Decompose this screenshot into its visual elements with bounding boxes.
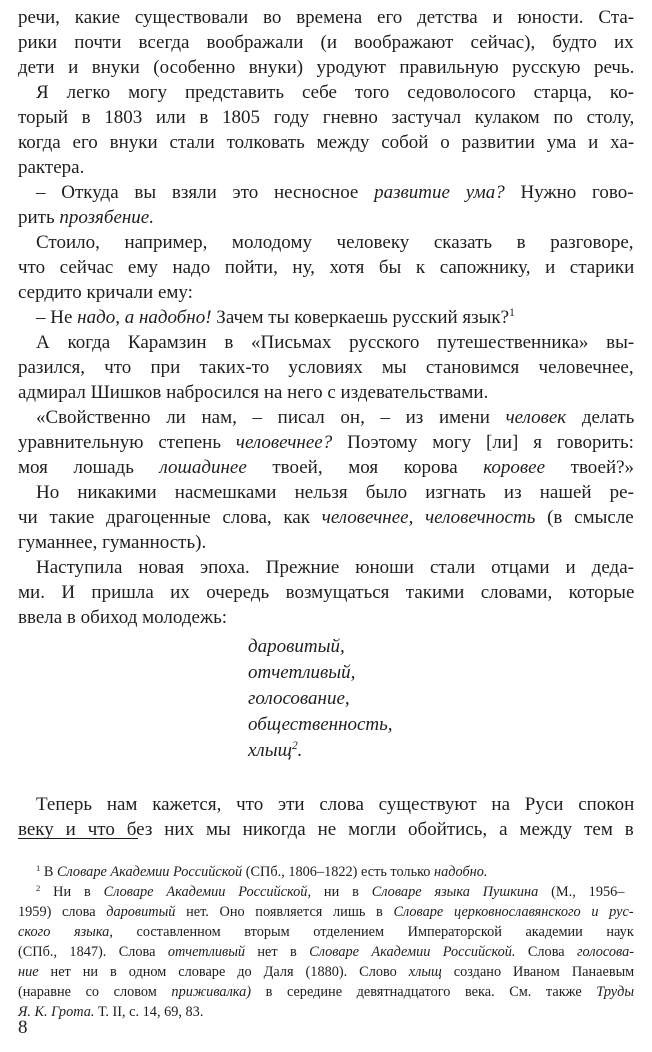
body-line <box>18 206 154 230</box>
italic-term: Словаре Академии Российской <box>56 864 243 880</box>
word-list-item <box>248 712 393 738</box>
italic-term: надо, а надобно! <box>77 307 212 328</box>
text-run: что сейчас ему надо пойти, ну, хотя бы к сапожнику, и старики <box>18 257 635 278</box>
body-line <box>36 406 634 430</box>
text-run: – Откуда вы взяли это несносное <box>36 182 375 203</box>
italic-term: Труды <box>596 984 635 1000</box>
text-run: Нужно гово- <box>504 182 634 203</box>
body-line <box>18 381 488 405</box>
word-list-item <box>248 634 393 660</box>
footnote-line <box>18 982 634 1002</box>
text-run: уравнительную степень <box>18 432 236 453</box>
text-run: Слова <box>515 944 577 960</box>
italic-term: надобно. <box>434 864 488 880</box>
text-run: ни в <box>311 884 372 900</box>
body-line <box>36 81 634 105</box>
text-run: дети и внуки (особенно внуки) уродуют правильную русскую речь. <box>18 57 635 78</box>
body-line <box>18 6 634 30</box>
text-run: составленном вторым отделением Императорской академии наук <box>112 924 634 940</box>
text-run: нет ни в одном словаре до Даля (1880). Слово <box>38 964 409 980</box>
text-run: нет в <box>245 944 310 960</box>
italic-term: коровее <box>483 457 546 478</box>
text-run: ввела в обиход молодежь: <box>18 607 228 628</box>
italic-term: развитие ума? <box>374 182 505 203</box>
body-line <box>36 556 634 580</box>
body-line <box>36 793 634 817</box>
italic-term: Словаре Академии Российской, <box>103 884 312 900</box>
text-run: А когда Карамзин в «Письмах русского путешественника» вы- <box>36 332 635 353</box>
text-run: «Свойственно ли нам, – писал он, – из имени <box>36 407 506 428</box>
text-run: – Не <box>36 307 78 328</box>
body-line <box>18 581 634 605</box>
footnote-line <box>36 882 624 902</box>
text-run: речи, какие существовали во времена его детства и юности. Ста- <box>18 7 635 28</box>
body-line <box>18 281 193 305</box>
footnote-line <box>18 1002 203 1022</box>
body-line <box>18 531 206 555</box>
word-list <box>248 634 393 764</box>
body-line <box>36 481 634 505</box>
text-run: Ни в <box>40 884 104 900</box>
word: хлыщ <box>248 740 292 761</box>
body-line <box>18 156 84 180</box>
footnote-line <box>18 902 634 922</box>
italic-term: Словаре церковнославянского и рус- <box>393 904 634 920</box>
word: отчетливый, <box>248 662 356 683</box>
body-line <box>18 456 634 480</box>
body-line <box>18 31 634 55</box>
body-line <box>18 431 634 455</box>
text-run: рики почти всегда воображали (и воображают сейчас), будто их <box>18 32 634 53</box>
footnote-line <box>36 862 487 882</box>
text-run: Я легко могу представить себе того седоволосого старца, ко- <box>36 82 634 103</box>
italic-term: Словаре языка Пушкина <box>371 884 539 900</box>
text-run: делать <box>566 407 635 428</box>
word: голосование, <box>248 688 350 709</box>
body-line <box>18 106 634 130</box>
text-run: сердито кричали ему: <box>18 282 193 303</box>
text-run: твоей?» <box>545 457 635 478</box>
text-run: в середине девятнадцатого века. См. также <box>251 984 597 1000</box>
text-run: Зачем ты коверкаешь русский язык? <box>211 307 510 328</box>
italic-term: отчетливый <box>167 944 246 960</box>
text-run: (СПб., 1847). Слова <box>18 944 168 960</box>
text-run: рактера. <box>18 157 85 178</box>
footnote-line <box>18 922 634 942</box>
text-run: когда его внуки стали толковать между собой о развитии ума и ха- <box>18 132 635 153</box>
text-run: В <box>40 864 57 880</box>
text-run: Стоило, например, молодому человеку сказать в разговоре, <box>36 232 634 253</box>
text-run: (СПб., 1806–1822) есть только <box>242 864 435 880</box>
text-run: Теперь нам кажется, что эти слова существуют на Руси спокон <box>36 794 635 815</box>
italic-term: человечнее? <box>235 432 333 453</box>
text-run: 1959) слова <box>18 904 107 920</box>
text-run: моя лошадь <box>18 457 160 478</box>
body-line <box>36 331 634 355</box>
text-run: Поэтому могу [ли] я говорить: <box>332 432 634 453</box>
footnote-separator <box>18 838 138 839</box>
text-run: разился, что при таких-то условиях мы становимся человечнее, <box>18 357 634 378</box>
italic-term: человек <box>505 407 567 428</box>
text-run: нет. Оно появляется лишь в <box>175 904 394 920</box>
body-line <box>18 606 227 630</box>
text-run: веку и что без них мы никогда не могли обойтись, а между тем в <box>18 819 634 840</box>
text-run: (в смысле <box>535 507 634 528</box>
text-run: Но никакими насмешками нельзя было изгнать из нашей ре- <box>36 482 634 503</box>
italic-term: Я. К. Грота. <box>18 1004 95 1020</box>
punctuation: . <box>297 740 303 761</box>
word-list-item <box>248 738 393 764</box>
body-line <box>18 56 634 80</box>
text-run: гуманнее, гуманность). <box>18 532 207 553</box>
italic-term: приживалка) <box>171 984 252 1000</box>
word-list-item <box>248 686 393 712</box>
italic-term: ние <box>18 964 39 980</box>
word: даровитый, <box>248 636 345 657</box>
footnote-marker: 1 <box>36 862 41 873</box>
italic-term: Словаре Академии Российской. <box>309 944 516 960</box>
italic-term: хлыщ <box>408 964 442 980</box>
italic-term: лошадинее <box>159 457 247 478</box>
body-line <box>36 231 634 255</box>
body-line <box>18 356 634 380</box>
body-line <box>36 181 634 205</box>
text-run: создано Иваном Панаевым <box>441 964 635 980</box>
text-run: рить <box>18 207 60 228</box>
footnote-marker: 2 <box>291 740 298 753</box>
footnote-line <box>18 962 634 982</box>
text-run: Т. II, с. 14, 69, 83. <box>94 1004 204 1020</box>
word: общественность, <box>248 714 393 735</box>
text-run: чи такие драгоценные слова, как <box>18 507 322 528</box>
text-run: твоей, моя корова <box>246 457 484 478</box>
italic-term: ского языка, <box>18 924 113 940</box>
body-line <box>18 256 634 280</box>
text-run: Наступила новая эпоха. Прежние юноши стали отцами и деда- <box>36 557 634 578</box>
text-run: (наравне со словом <box>18 984 172 1000</box>
text-run: адмирал Шишков набросился на него с издевательствами. <box>18 382 489 403</box>
text-run: ми. И пришла их очередь возмущаться такими словами, которые <box>18 582 635 603</box>
italic-term: человечнее, человечность <box>321 507 536 528</box>
text-run: (М., 1956– <box>538 884 625 900</box>
body-line <box>18 131 634 155</box>
text-run: торый в 1803 или в 1805 году гневно застучал кулаком по столу, <box>18 107 635 128</box>
body-line <box>18 506 634 530</box>
footnote-marker: 1 <box>509 307 515 320</box>
page-number: 8 <box>18 1017 28 1038</box>
italic-term: голосова- <box>576 944 635 960</box>
body-line <box>36 306 515 330</box>
word-list-item <box>248 660 393 686</box>
footnote-marker: 2 <box>36 882 41 893</box>
italic-term: даровитый <box>106 904 176 920</box>
footnote-line <box>18 942 634 962</box>
italic-term: прозябение. <box>59 207 154 228</box>
